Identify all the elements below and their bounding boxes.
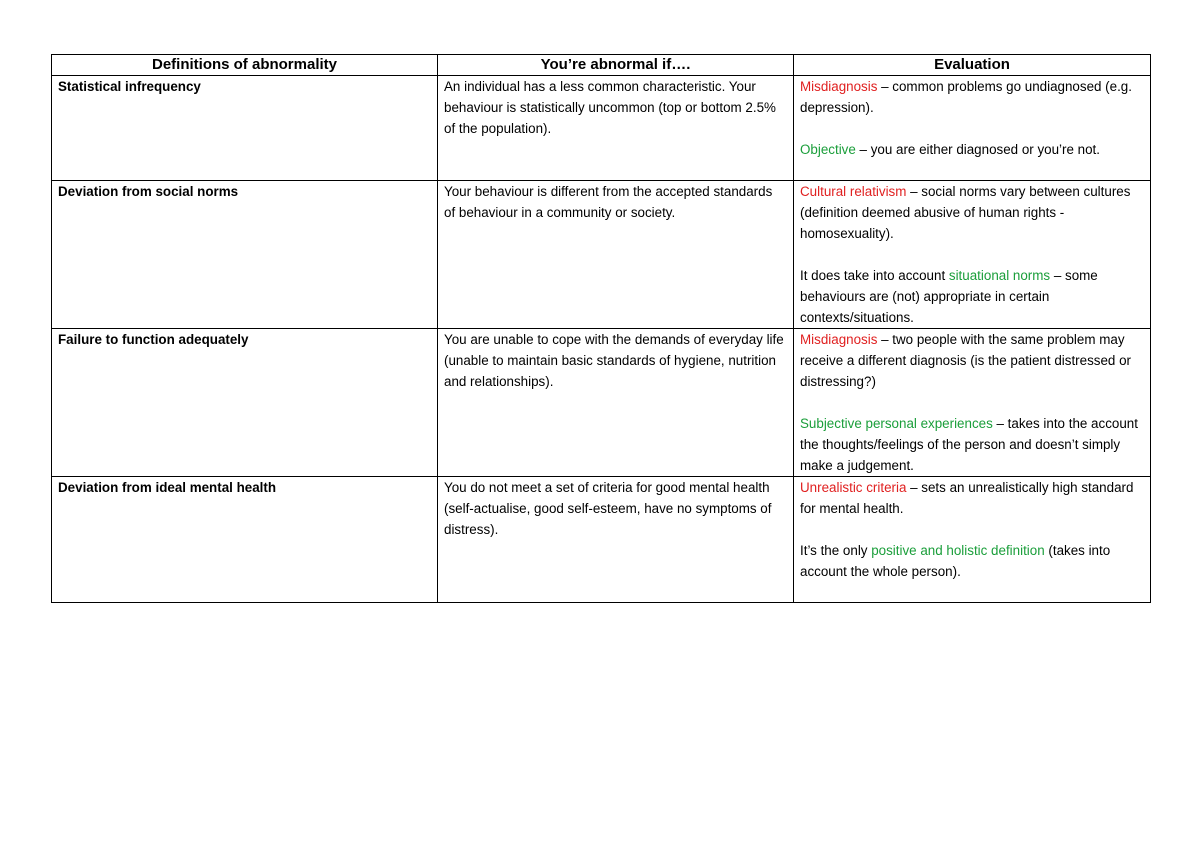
table-row [52,477,1151,603]
evaluation-text: – social norms vary between cultures (definition deemed abusive of human rights - homosexuality). [800,184,1131,241]
evaluation-point [800,540,1144,582]
abnormal-if-cell: An individual has a less common characteristic. Your behaviour is statistically uncommon (top or bottom 2.5% of the population). [438,76,794,181]
evaluation-cell [794,76,1151,181]
definition-cell: Failure to function adequately [52,329,438,477]
evaluation-point [800,413,1144,476]
table-row [52,181,1151,329]
definition-cell: Deviation from social norms [52,181,438,329]
evaluation-text: – some behaviours are (not) appropriate in certain contexts/situations. [800,268,1098,325]
abnormal-if-cell: You are unable to cope with the demands of everyday life (unable to maintain basic standards of hygiene, nutrition and relationships). [438,329,794,477]
evaluation-text: – you are either diagnosed or you’re not. [855,142,1100,157]
evaluation-strength: Subjective personal experiences [800,416,993,431]
evaluation-weakness: Misdiagnosis [800,332,878,347]
evaluation-text: – takes into the account the thoughts/feelings of the person and doesn’t simply make a judgement. [800,416,1138,473]
evaluation-point [800,181,1144,244]
table-row [52,329,1151,477]
evaluation-text: – sets an unrealistically high standard for mental health. [800,480,1134,516]
evaluation-weakness: Misdiagnosis [800,79,878,94]
evaluation-strength: situational norms [948,268,1051,283]
header-row [52,55,1151,76]
header-abnormal-if: You’re abnormal if…. [438,55,794,76]
evaluation-cell [794,329,1151,477]
evaluation-point [800,477,1144,519]
evaluation-text: – two people with the same problem may receive a different diagnosis (is the patient distressed or distressing?) [800,332,1131,389]
abnormal-if-cell: You do not meet a set of criteria for good mental health (self-actualise, good self-esteem, have no symptoms of distress). [438,477,794,603]
evaluation-strength: Objective [800,142,856,157]
header-definitions: Definitions of abnormality [52,55,438,76]
evaluation-text: – common problems go undiagnosed (e.g. depression). [800,79,1132,115]
evaluation-text: It’s the only [800,543,872,558]
definition-cell: Statistical infrequency [52,76,438,181]
abnormal-if-cell: Your behaviour is different from the accepted standards of behaviour in a community or society. [438,181,794,329]
definition-cell: Deviation from ideal mental health [52,477,438,603]
evaluation-strength: positive and holistic definition [871,543,1045,558]
evaluation-weakness: Unrealistic criteria [800,480,907,495]
evaluation-cell [794,181,1151,329]
evaluation-point [800,76,1144,118]
evaluation-point [800,265,1144,328]
evaluation-weakness: Cultural relativism [800,184,907,199]
evaluation-point [800,139,1144,160]
abnormality-definitions-table [51,54,1151,603]
table-row [52,76,1151,181]
evaluation-text: It does take into account [800,268,949,283]
header-evaluation: Evaluation [794,55,1151,76]
evaluation-text: (takes into account the whole person). [800,543,1111,579]
evaluation-point [800,329,1144,392]
evaluation-cell [794,477,1151,603]
